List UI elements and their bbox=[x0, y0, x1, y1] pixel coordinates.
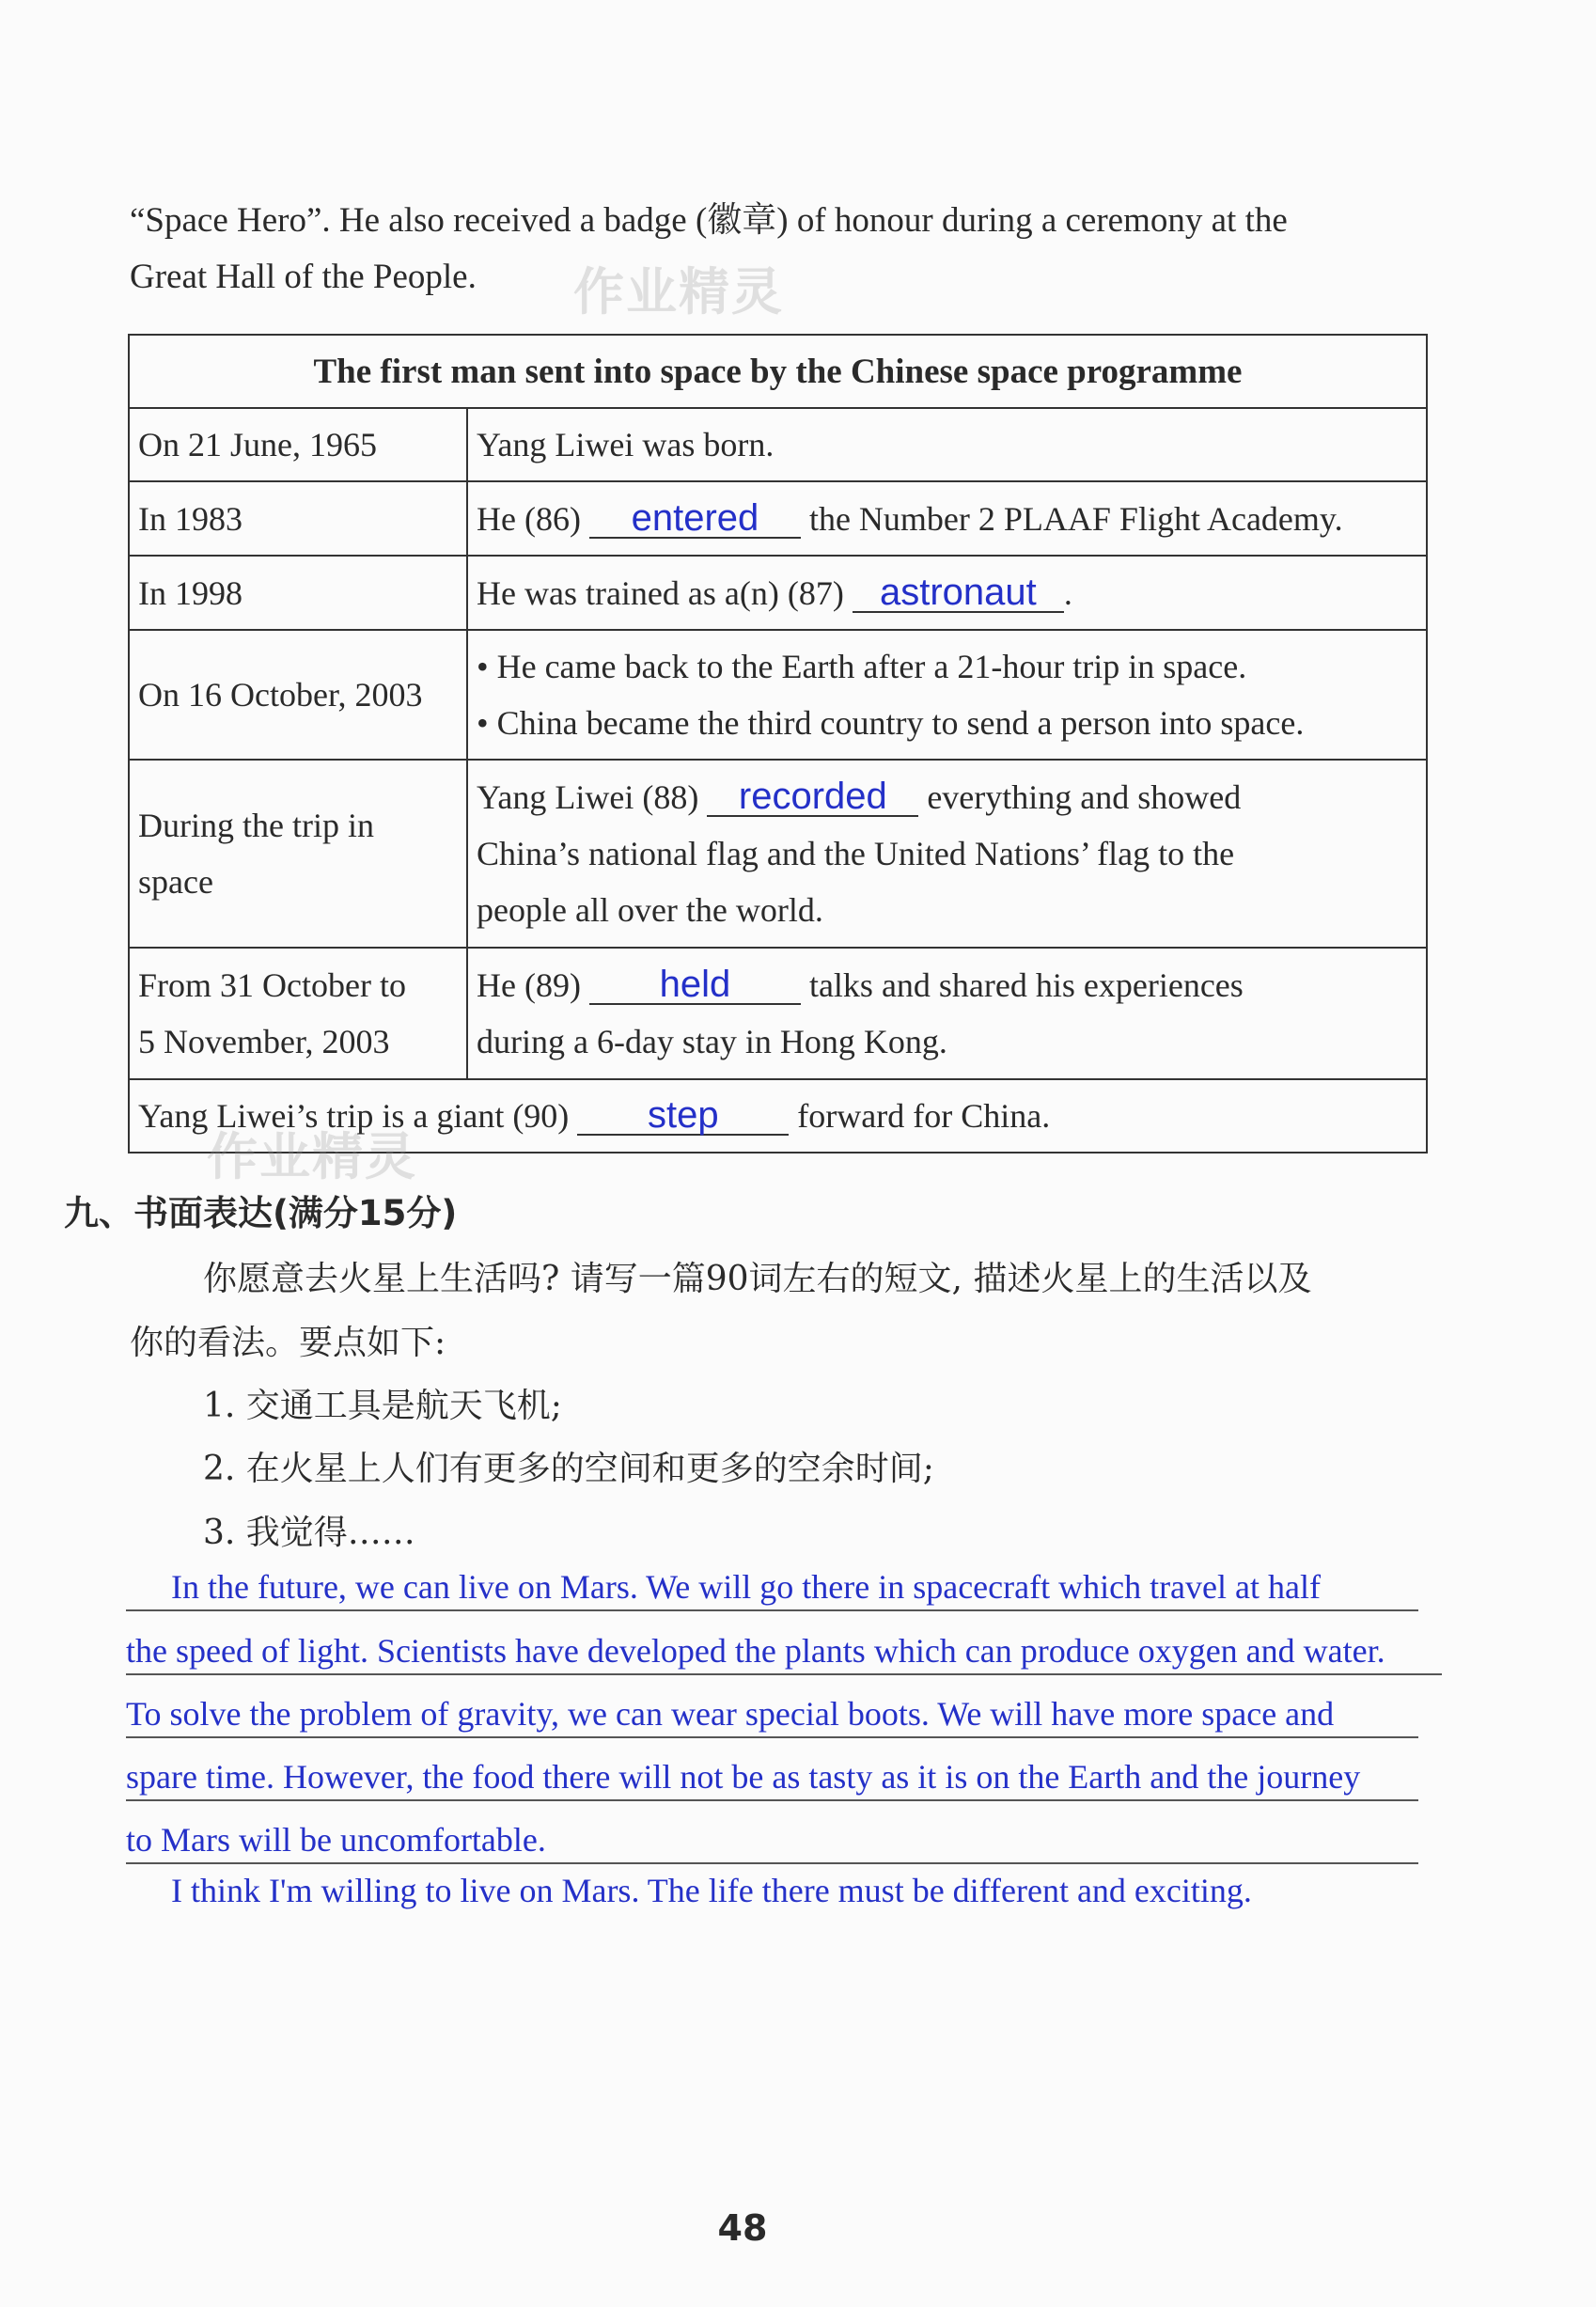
row-suffix: talks and shared his experiences bbox=[808, 966, 1244, 1004]
answer-88[interactable]: recorded bbox=[707, 777, 918, 817]
answer-89[interactable]: held bbox=[589, 965, 801, 1005]
yang-liwei-table bbox=[128, 334, 1428, 1154]
essay-line: the speed of light. Scientists have developed the plants which can produce oxygen and water. bbox=[126, 1628, 1442, 1675]
row-suffix: the Number 2 PLAAF Flight Academy. bbox=[808, 499, 1343, 538]
row-date: In 1983 bbox=[129, 481, 467, 556]
watermark: 作业精灵 bbox=[573, 262, 784, 322]
row-date: On 16 October, 2003 bbox=[129, 630, 467, 760]
row-text bbox=[467, 630, 1427, 760]
prompt-line-1: 你愿意去火星上生活吗? 请写一篇90词左右的短文, 描述火星上的生活以及 bbox=[203, 1260, 1312, 1298]
prompt-line-2: 你的看法。要点如下: bbox=[130, 1324, 446, 1362]
row-line-2: China’s national flag and the United Nations’ flag to the bbox=[477, 835, 1235, 872]
row-prefix: He was trained as a(n) (87) bbox=[477, 573, 844, 612]
row-date bbox=[129, 760, 467, 948]
essay-line: to Mars will be uncomfortable. bbox=[126, 1817, 1418, 1864]
row-date-line-1: From 31 October to bbox=[138, 966, 406, 1004]
answer-87[interactable]: astronaut bbox=[853, 573, 1064, 613]
row-suffix: everything and showed bbox=[927, 778, 1242, 816]
table-row bbox=[129, 481, 1427, 556]
row-text: Yang Liwei was born. bbox=[467, 408, 1427, 481]
answer-90[interactable]: step bbox=[577, 1096, 789, 1136]
row-date-line-1: During the trip in bbox=[138, 807, 374, 844]
intro-line-1: “Space Hero”. He also received a badge (徽章) of honour during a ceremony at the bbox=[130, 201, 1288, 240]
row-line-3: people all over the world. bbox=[477, 891, 823, 929]
point-2: 2. 在火星上人们有更多的空间和更多的空余时间; bbox=[203, 1450, 934, 1488]
table-title: The first man sent into space by the Chinese space programme bbox=[129, 335, 1427, 408]
essay-line: I think I'm willing to live on Mars. The life there must be different and exciting. bbox=[171, 1872, 1252, 1909]
row-date-line-2: space bbox=[138, 863, 213, 901]
intro-line-2: Great Hall of the People. bbox=[130, 258, 477, 296]
row-text bbox=[467, 948, 1427, 1079]
point-1: 1. 交通工具是航天飞机; bbox=[203, 1387, 562, 1425]
point-3: 3. 我觉得…… bbox=[203, 1514, 415, 1552]
section-heading: 九、书面表达(满分15分) bbox=[64, 1193, 458, 1233]
bullet-2: • China became the third country to send a person into space. bbox=[477, 704, 1305, 742]
bullet-1: • He came back to the Earth after a 21-hour trip in space. bbox=[477, 648, 1247, 685]
essay-line: spare time. However, the food there will not be as tasty as it is on the Earth and the journey bbox=[126, 1754, 1418, 1801]
row-line-1 bbox=[477, 769, 1417, 825]
row-suffix: forward for China. bbox=[797, 1097, 1051, 1135]
row-text bbox=[467, 760, 1427, 948]
row-prefix: He (86) bbox=[477, 499, 581, 538]
row-date bbox=[129, 948, 467, 1079]
row-prefix: Yang Liwei (88) bbox=[477, 778, 699, 816]
row-prefix: He (89) bbox=[477, 966, 581, 1004]
row-suffix: . bbox=[1063, 573, 1072, 612]
row-line-2: during a 6-day stay in Hong Kong. bbox=[477, 1023, 947, 1060]
row-date-line-2: 5 November, 2003 bbox=[138, 1023, 390, 1060]
row-line-1 bbox=[477, 957, 1417, 1013]
row-text bbox=[467, 481, 1427, 556]
table-row bbox=[129, 556, 1427, 630]
essay-line: To solve the problem of gravity, we can wear special boots. We will have more space and bbox=[126, 1691, 1418, 1738]
answer-86[interactable]: entered bbox=[589, 499, 801, 539]
watermark: 作业精灵 bbox=[207, 1127, 417, 1186]
row-date: On 21 June, 1965 bbox=[129, 408, 467, 481]
table-row bbox=[129, 408, 1427, 481]
table-row bbox=[129, 630, 1427, 760]
row-date: In 1998 bbox=[129, 556, 467, 630]
page-number: 48 bbox=[717, 2207, 768, 2249]
table-row bbox=[129, 948, 1427, 1079]
essay-line: In the future, we can live on Mars. We will go there in spacecraft which travel at half bbox=[126, 1564, 1418, 1611]
row-prefix: Yang Liwei’s trip is a giant (90) bbox=[138, 1097, 570, 1135]
table-row bbox=[129, 760, 1427, 948]
row-text bbox=[467, 556, 1427, 630]
